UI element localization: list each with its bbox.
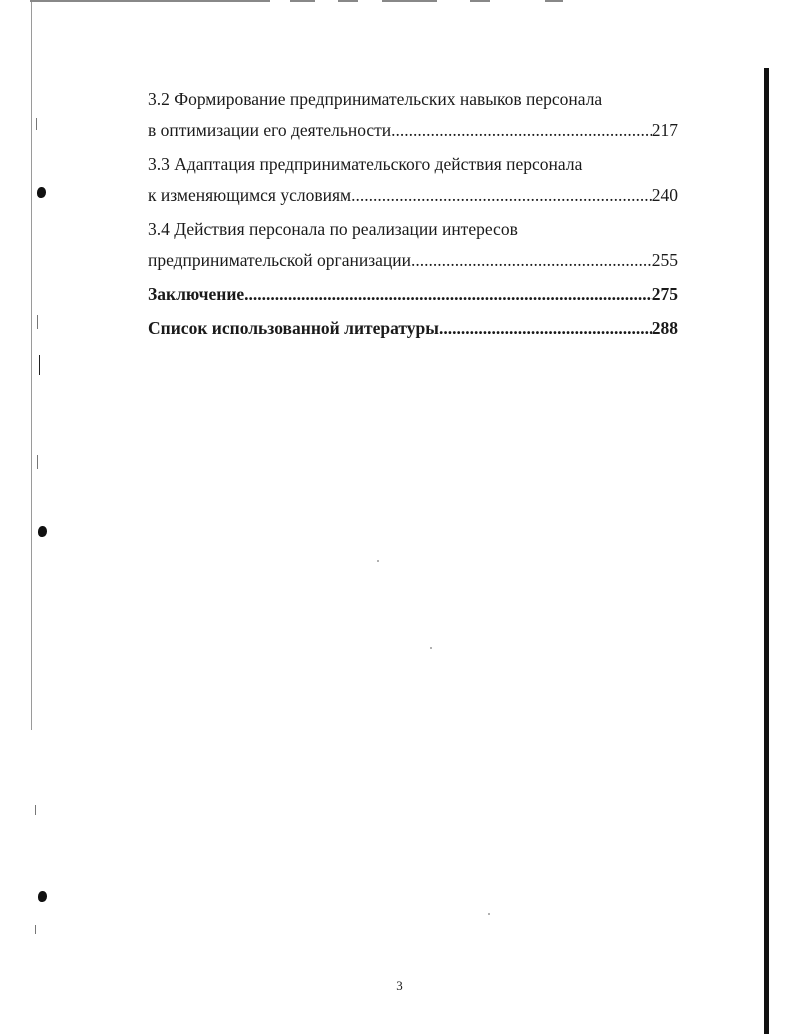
toc-entry-leader [148, 115, 678, 146]
toc-entry-title: 3.2 Формирование предпринимательских навыков персонала [148, 89, 603, 109]
dot-leader [411, 245, 652, 276]
scan-mark [35, 925, 36, 934]
toc-entry-conclusion[interactable] [148, 279, 678, 310]
toc-page-number: 288 [651, 318, 678, 338]
toc-entry-title: 3.3 Адаптация предпринимательского действия персонала [148, 154, 583, 174]
binding-hole-mark [37, 187, 46, 198]
toc-entry-leader [148, 313, 678, 344]
scan-speck [488, 913, 490, 915]
toc-entry[interactable] [148, 84, 678, 146]
scan-speck [377, 560, 379, 562]
dot-leader [244, 279, 652, 310]
toc-entry-references[interactable] [148, 313, 678, 344]
toc-entry-title: 3.4 Действия персонала по реализации интересов [148, 219, 518, 239]
scan-left-border [31, 0, 32, 730]
toc-entry-title-cont: к изменяющимся условиям [148, 185, 352, 205]
scan-mark [35, 805, 36, 815]
table-of-contents [148, 84, 678, 347]
scan-top-edge [30, 0, 270, 2]
scan-mark [37, 455, 38, 469]
toc-entry[interactable] [148, 214, 678, 276]
dot-leader [391, 115, 652, 146]
dot-leader [439, 313, 652, 344]
dot-leader [351, 180, 652, 211]
toc-entry-title-cont: в оптимизации его деятельности [148, 120, 392, 140]
scan-mark [39, 355, 40, 375]
binding-hole-mark [38, 891, 47, 902]
scan-top-edge [470, 0, 490, 2]
toc-page-number: 217 [651, 120, 678, 140]
scan-top-edge [382, 0, 437, 2]
toc-page-number: 255 [651, 250, 678, 270]
toc-entry-leader [148, 180, 678, 211]
scan-mark [36, 118, 37, 130]
toc-entry-title: Заключение [148, 284, 245, 304]
scan-top-edge [338, 0, 358, 2]
binding-hole-mark [38, 526, 47, 537]
toc-entry-title-cont: предпринимательской организации [148, 250, 411, 270]
toc-entry[interactable] [148, 149, 678, 211]
toc-page-number: 275 [651, 284, 678, 304]
scan-right-border [764, 68, 769, 1034]
toc-entry-leader [148, 279, 678, 310]
scan-top-edge [290, 0, 315, 2]
page-number: 3 [396, 978, 403, 993]
scan-speck [430, 647, 432, 649]
toc-page-number: 240 [651, 185, 678, 205]
toc-entry-leader [148, 245, 678, 276]
toc-entry-title: Список использованной литературы [148, 318, 439, 338]
scan-top-edge [545, 0, 563, 2]
scan-mark [37, 315, 38, 329]
